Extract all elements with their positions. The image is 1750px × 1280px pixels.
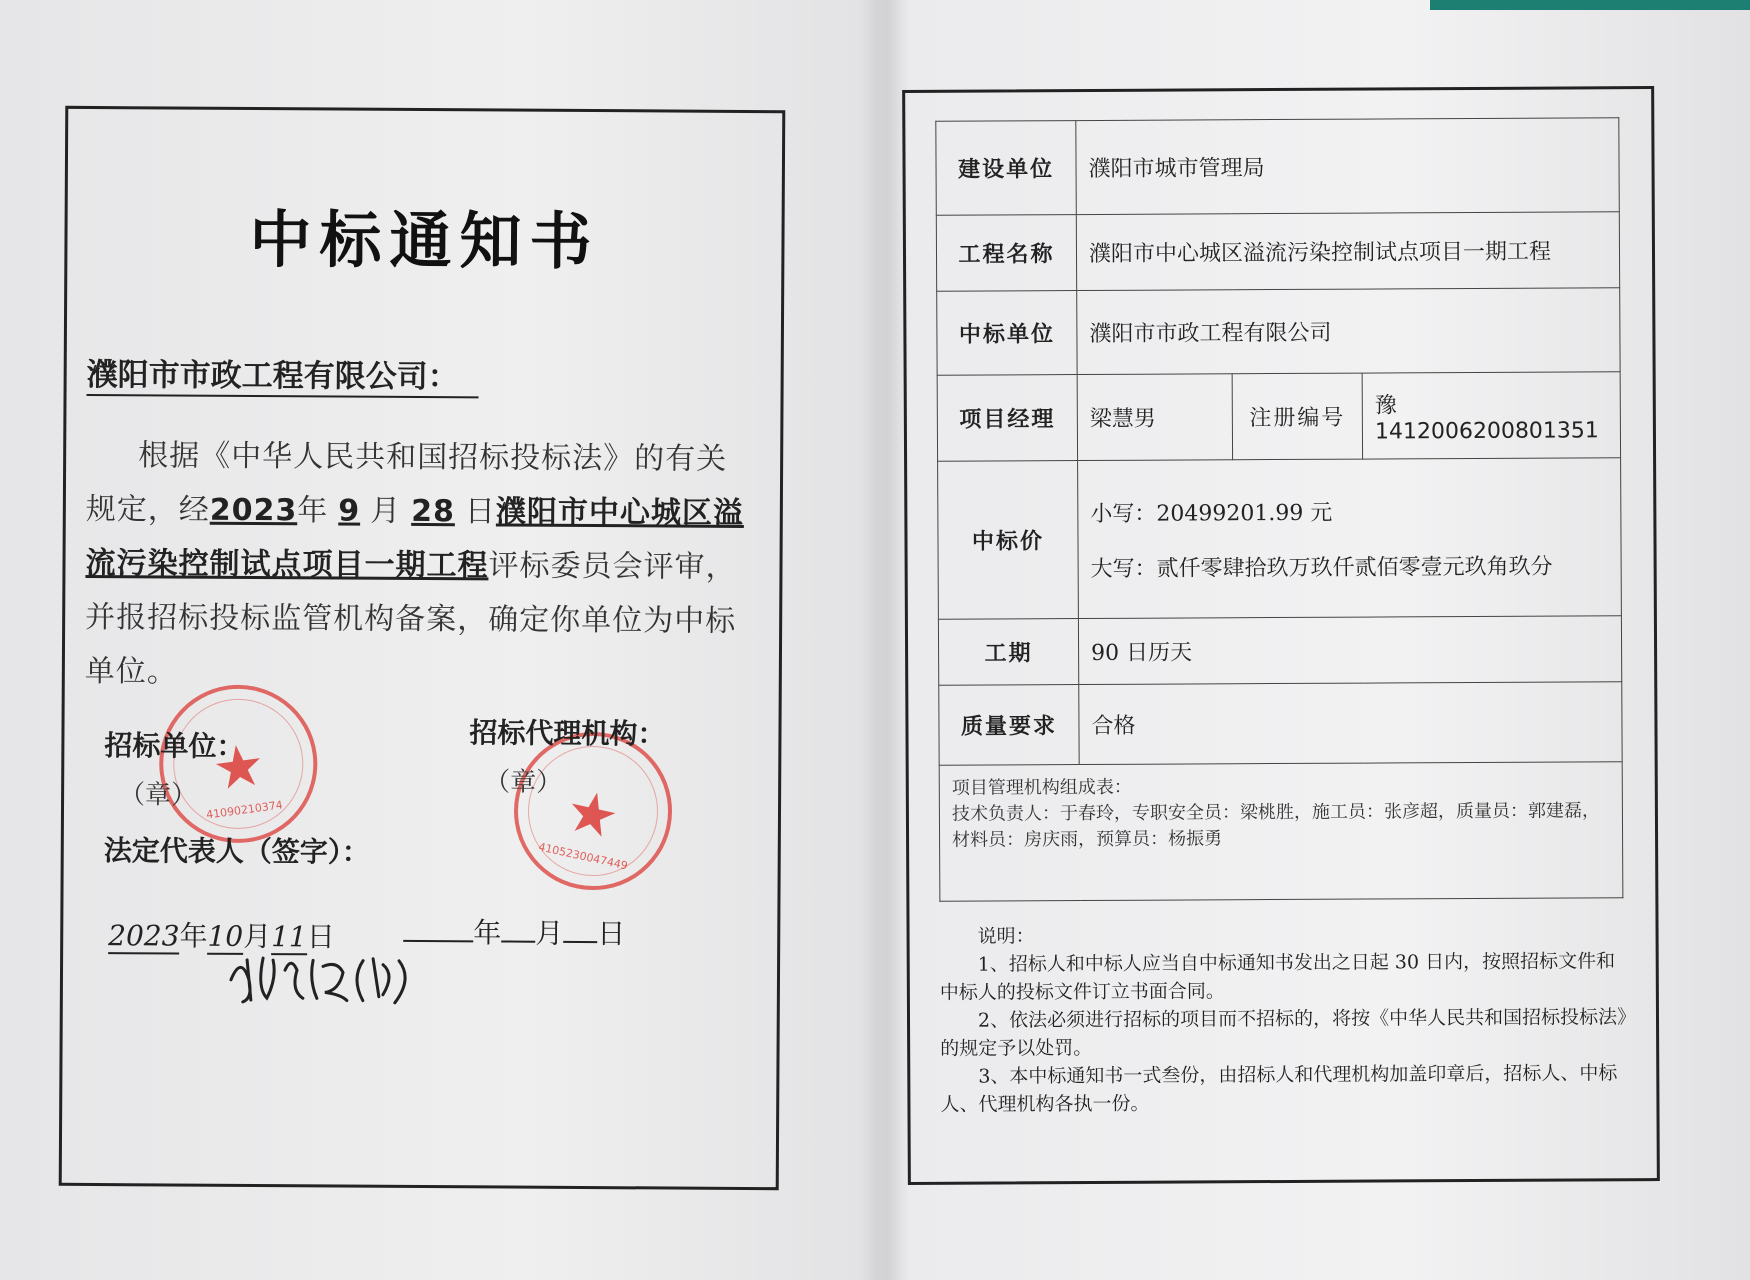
reg-label: 注册编号: [1232, 373, 1362, 460]
body-day: 28: [411, 493, 456, 530]
table-row: [938, 616, 1621, 686]
period-value: 90 日历天: [1078, 616, 1621, 685]
project-value: 濮阳市中心城区溢流污染控制试点项目一期工程: [1076, 212, 1619, 291]
table-row: [939, 682, 1622, 766]
agency-date: [403, 911, 625, 952]
sign-year-unit: 年: [179, 919, 208, 953]
agency-year-unit: 年: [473, 916, 502, 950]
table-row: [936, 212, 1619, 292]
price-label: 中标价: [938, 461, 1079, 620]
bid-info-table: [935, 117, 1623, 902]
background-edge: [1430, 0, 1750, 10]
builder-value: 濮阳市城市管理局: [1076, 118, 1619, 215]
price-small: 小写：20499201.99 元: [1090, 500, 1333, 527]
body-part1: 根据《中华人民共和国招标投标法》的有关规定，经: [85, 438, 728, 528]
body-month-unit: 月: [370, 493, 402, 529]
agency-label: 招标代理机构：: [469, 716, 666, 751]
note-item: 2、依法必须进行招标的项目而不招标的，将按《中华人民共和国招标投标法》的规定予以处罚。: [940, 1006, 1627, 1060]
manager-label: 项目经理: [937, 375, 1077, 462]
project-label: 工程名称: [936, 215, 1076, 292]
agency-month-unit: 月: [535, 916, 564, 950]
price-large: 大写：贰仟零肆拾玖万玖仟贰佰零壹元玖角玖分: [1090, 554, 1553, 582]
body-year-unit: 年: [297, 493, 329, 529]
sign-year: 2023: [108, 919, 180, 953]
quality-value: 合格: [1079, 682, 1622, 765]
members-title: 项目管理机构组成表：: [951, 776, 1132, 799]
agency-day-unit: 日: [597, 917, 626, 951]
builder-label: 建设单位: [936, 121, 1076, 216]
table-row: [937, 372, 1620, 462]
body-year: 2023: [209, 492, 298, 529]
body-month: 9: [338, 493, 361, 529]
addressee: 濮阳市市政工程有限公司：: [87, 349, 479, 398]
sign-month: 10: [207, 919, 244, 953]
note-item: 1、招标人和中标人应当自中标通知书发出之日起 30 日内，按照招标文件和中标人的投标文件订立书面合同。: [939, 950, 1616, 1004]
quality-label: 质量要求: [939, 685, 1079, 766]
period-label: 工期: [938, 619, 1078, 686]
winner-value: 濮阳市市政工程有限公司: [1077, 288, 1620, 375]
reg-value: 豫 1412006200801351: [1362, 372, 1620, 459]
table-row: [936, 118, 1619, 216]
legal-rep-label: 法定代表人（签字）：: [103, 834, 370, 869]
body-part2: 评标委员会评审，并报招标投标监管机构备案，确定你单位为中标单位。: [84, 548, 737, 690]
tenderer-seal-note: （章）: [119, 780, 198, 811]
price-cell: [1078, 458, 1622, 619]
notice-right-page: [902, 86, 1660, 1185]
body-project: 濮阳市中心城区溢流污染控制试点项目一期工程: [85, 494, 745, 584]
agency-seal-note: （章）: [484, 767, 563, 798]
tenderer-sign-date: [108, 914, 335, 955]
members-cell: [939, 762, 1623, 902]
table-row: [937, 288, 1620, 376]
note-item: 3、本中标通知书一式叁份，由招标人和代理机构加盖印章后，招标人、中标人、代理机构各执一份。: [940, 1062, 1618, 1116]
table-row: [939, 762, 1623, 902]
seal-code: 41090210374: [205, 798, 284, 822]
notice-left-page: [59, 106, 786, 1190]
manager-value: 梁慧男: [1077, 374, 1232, 461]
page-title: 中标通知书: [249, 202, 600, 279]
notes-title: 说明：: [977, 925, 1035, 948]
winner-label: 中标单位: [937, 291, 1077, 376]
seal-star-icon: ★: [559, 775, 626, 853]
notes-section: [939, 919, 1630, 1119]
sign-day-unit: 日: [306, 920, 335, 954]
tenderer-label: 招标单位：: [104, 729, 245, 763]
table-row: [938, 458, 1622, 620]
seal-star-icon: ★: [208, 729, 269, 805]
sign-day: 11: [271, 920, 307, 954]
sign-month-unit: 月: [243, 919, 272, 954]
seal-code: 4105230047449: [537, 840, 629, 873]
body-day-unit: 日: [464, 494, 497, 530]
notice-body: [85, 429, 757, 703]
members-text: 技术负责人：于春玲，专职安全员：梁桃胜，施工员：张彦超，质量员：郭建磊，材料员：房庆雨，预算员：杨振勇: [951, 800, 1600, 851]
